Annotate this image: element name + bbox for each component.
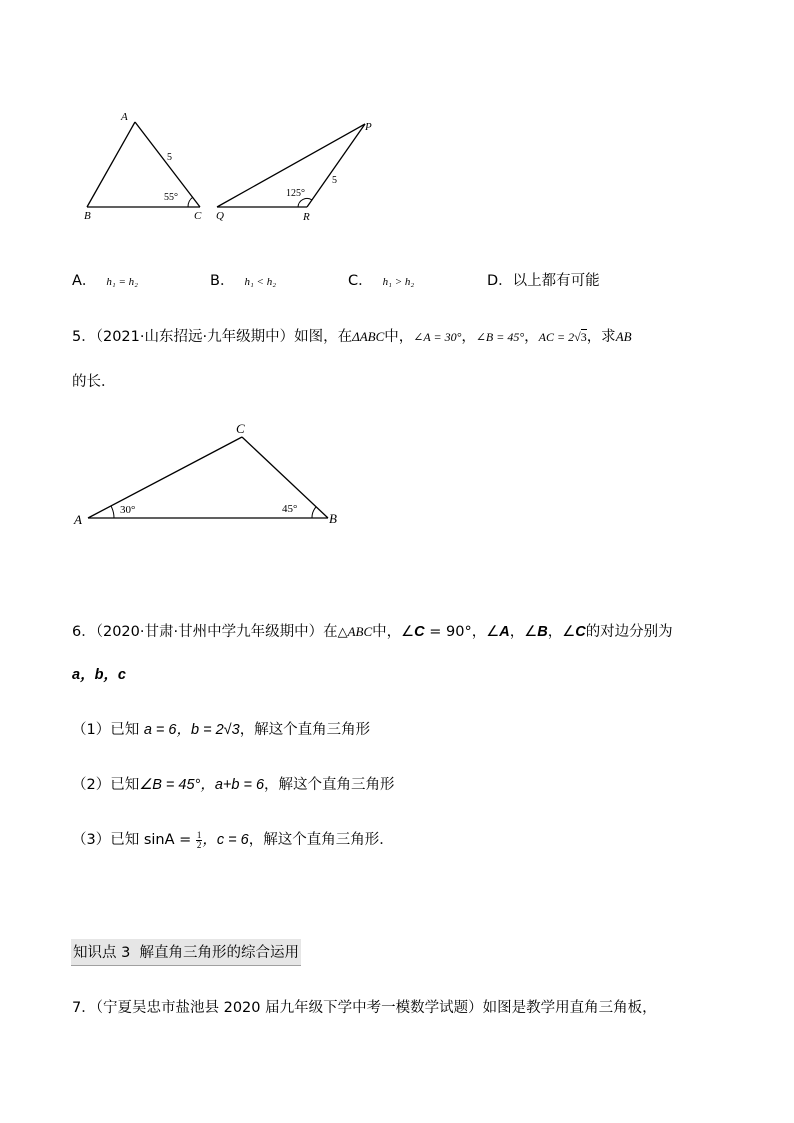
q5-sep-1: ， [461, 329, 476, 345]
q6-part-3-prefix: （3）已知 [72, 832, 144, 848]
q6-text-2: 中，∠ [372, 624, 415, 640]
q5-cond-ac [539, 329, 587, 344]
vertex-q-label: Q [216, 210, 224, 222]
fraction-denominator: 2 [196, 839, 202, 850]
vertex-a-label: A [74, 512, 82, 527]
q4-option-c [348, 269, 414, 290]
q6-part-3-c: ，c = 6 [202, 832, 249, 848]
q5-triangle: ΔABC [352, 329, 385, 344]
q4-figure [60, 100, 400, 230]
q6-text-1: 在 [323, 624, 338, 640]
option-c-label: C． [348, 273, 373, 289]
q6-number: 6． [72, 624, 96, 640]
q5-text-1: 如图，在 [294, 329, 353, 345]
q6-var-a: A [499, 624, 510, 640]
option-d-label: D． [487, 273, 513, 289]
q6-part-1 [72, 718, 370, 739]
vertex-a-label: A [121, 111, 128, 123]
segment-ab [87, 122, 135, 207]
side-ac-label: 5 [167, 152, 172, 163]
q5-cond-a: ∠A = 30° [413, 330, 462, 344]
q6-part-2-suffix: ，解这个直角三角形 [264, 777, 395, 793]
vertex-c-label: C [194, 210, 202, 222]
q7-number: 7． [72, 1000, 96, 1016]
section-heading: 知识点 3 解直角三角形的综合运用 [71, 939, 301, 966]
q6-part-1-suffix: ，解这个直角三角形 [239, 722, 371, 738]
q5-text-2: 中， [384, 329, 414, 345]
q6-var-c2: C [575, 624, 586, 640]
vertex-c-label: C [236, 421, 245, 436]
vertex-b-label: B [329, 511, 337, 526]
q5-text-3: ，求 [586, 329, 616, 345]
q4-option-d [487, 269, 600, 290]
q4-option-b [210, 269, 276, 290]
q5-number: 5． [72, 329, 96, 345]
q5-sep-2: ， [524, 329, 539, 345]
q6-stem-line1 [72, 620, 673, 641]
q6-part-3-suffix: ，解这个直角三角形． [248, 832, 394, 848]
q6-text-3: = 90°，∠ [424, 624, 500, 640]
q6-stem-line2: a，b，c [72, 667, 126, 683]
q5-stem-line1 [72, 325, 632, 346]
angle-c-label: 55° [164, 192, 178, 203]
q7-source: （宁夏吴忠市盐池县 2020 届九年级下学中考一模数学试题） [95, 1000, 483, 1016]
side-pr-label: 5 [332, 175, 337, 186]
q6-text-6: 的对边分别为 [585, 624, 673, 640]
segment-rp [307, 124, 365, 207]
option-b-expr: h₁ < h₂ [244, 276, 277, 288]
q5-target: AB [615, 329, 632, 344]
q6-part-1-prefix: （1）已知 [72, 722, 144, 738]
q6-part-1-math: a = 6，b = 2√3 [143, 722, 240, 738]
q6-part-2 [72, 773, 395, 794]
q5-stem-line2: 的长． [72, 374, 116, 390]
angle-b-arc [312, 507, 316, 518]
option-d-expr: 以上都有可能 [512, 273, 600, 289]
q6-var-c: C [414, 624, 425, 640]
option-b-label: B． [210, 273, 235, 289]
q6-text-4: ，∠ [509, 624, 538, 640]
sqrt-sign-icon: √ [574, 330, 581, 344]
q6-part-3 [72, 828, 394, 850]
segment-ac [88, 437, 242, 518]
option-a-expr: h₁ = h₂ [106, 276, 138, 288]
q5-source: （2021·山东招远·九年级期中） [95, 329, 295, 345]
fraction-numerator: 1 [196, 829, 202, 840]
q5-figure [60, 415, 360, 535]
option-c-expr: h₁ > h₂ [382, 276, 415, 288]
q7-text: 如图是教学用直角三角板， [482, 1000, 657, 1016]
q6-source: （2020·甘肃·甘州中学九年级期中） [95, 624, 324, 640]
angle-c-arc [188, 197, 193, 207]
q6-var-b: B [537, 624, 548, 640]
vertex-r-label: R [303, 211, 310, 223]
option-a-label: A． [72, 273, 97, 289]
angle-b-label: 45° [282, 503, 298, 515]
angle-r-label: 125° [286, 188, 305, 199]
q7-stem-line1 [72, 996, 657, 1017]
q6-part-2-math: ∠B = 45°，a+b = 6 [139, 777, 265, 793]
vertex-b-label: B [84, 210, 91, 222]
q5-cond-b: ∠B = 45° [475, 330, 525, 344]
angle-a-arc [111, 506, 114, 518]
angle-a-label: 30° [120, 504, 136, 516]
q4-option-a [72, 269, 138, 290]
q6-triangle: △ABC [337, 624, 373, 639]
q6-text-5: ，∠ [547, 624, 576, 640]
q6-part-2-prefix: （2）已知 [72, 777, 140, 793]
q6-part-3-sin: sinA = [143, 832, 196, 848]
vertex-p-label: P [365, 121, 372, 133]
q5-cond-ac-lhs: AC = 2 [538, 330, 575, 344]
q5-cond-ac-radicand: 3 [580, 330, 587, 344]
